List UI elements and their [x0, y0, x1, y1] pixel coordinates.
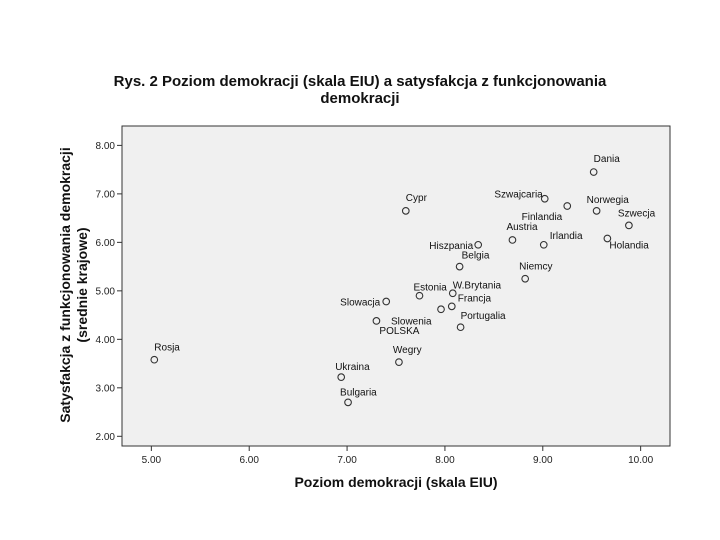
point-label: Rosja [154, 342, 180, 354]
chart-title-line-1: Rys. 2 Poziom demokracji (skala EIU) a satysfakcja z funkcjonowania [113, 73, 607, 90]
point-label: W.Brytania [452, 280, 502, 292]
point-label: Hiszpania [429, 240, 474, 252]
y-tick-label: 5.00 [95, 286, 115, 298]
x-tick-label: 10.00 [628, 455, 654, 466]
x-tick-label: 9.00 [533, 455, 553, 466]
x-tick-label: 5.00 [141, 455, 162, 466]
point-label: POLSKA [379, 325, 420, 337]
x-axis [142, 446, 654, 466]
y-tick-label: 3.00 [95, 383, 115, 395]
point-label: Francja [457, 293, 492, 305]
point-label: Estonia [413, 282, 447, 294]
y-tick-label: 6.00 [95, 237, 115, 249]
y-tick-label: 7.00 [95, 189, 115, 201]
plot-area [122, 126, 670, 446]
y-axis-title-line-1: Satysfakcja z funkcjonowania demokracji [57, 147, 73, 423]
y-axis [96, 141, 122, 443]
point-label: Cypr [405, 192, 427, 204]
point-label: Ukraina [335, 362, 370, 374]
x-tick-label: 6.00 [239, 455, 259, 466]
x-tick-label: 7.00 [337, 455, 357, 466]
y-tick-label: 4.00 [95, 334, 115, 346]
point-label: Finlandia [521, 212, 563, 223]
x-axis-title: Poziom demokracji (skala EIU) [294, 474, 498, 490]
y-tick-label: 8.00 [95, 140, 115, 152]
point-label: Irlandia [549, 230, 583, 242]
point-label: Bulgaria [340, 387, 377, 399]
point-label: Dania [593, 154, 620, 166]
y-tick-label: 2.00 [95, 431, 115, 443]
x-tick-label: 8.00 [435, 455, 455, 466]
chart-title-line-2: demokracji [320, 90, 400, 107]
point-label: Niemcy [519, 261, 553, 273]
point-label: Slowenia [391, 316, 432, 328]
point-label: Slowacja [340, 297, 381, 309]
point-label: Szwajcaria [494, 189, 543, 201]
point-label: Austria [506, 221, 538, 233]
point-label: Szwecja [617, 208, 656, 220]
point-label: Portugalia [460, 311, 506, 323]
point-label: Wegry [392, 345, 422, 357]
y-axis-title-line-2: (srednie krajowe) [74, 227, 90, 343]
point-label: Norwegia [586, 194, 629, 206]
point-label: Belgia [461, 250, 490, 262]
point-label: Holandia [609, 240, 649, 252]
